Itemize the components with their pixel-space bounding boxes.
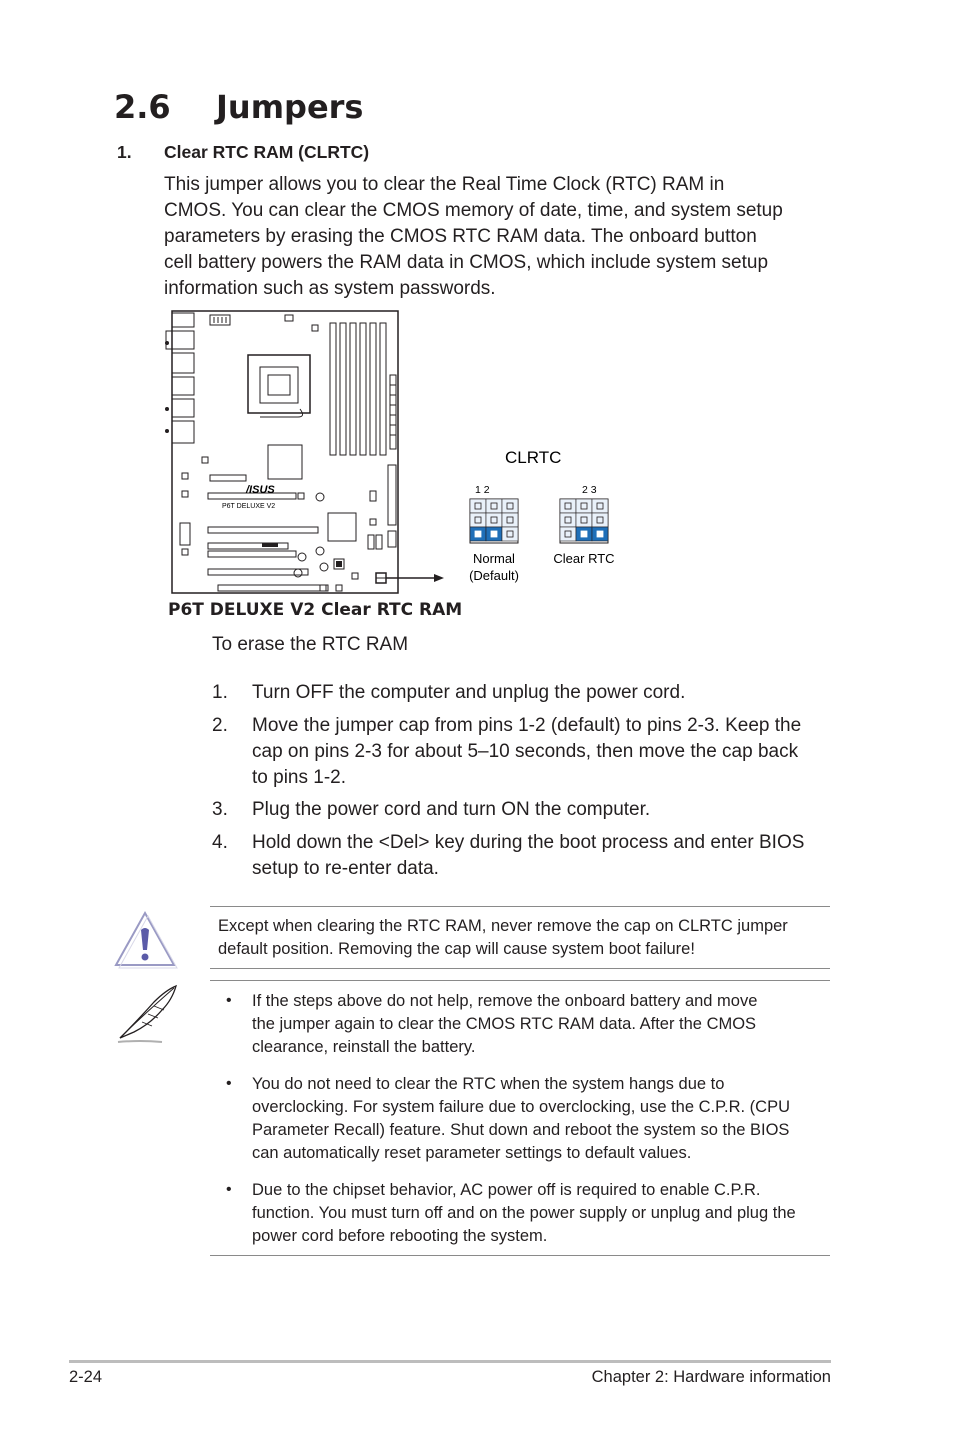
- note-line: power cord before rebooting the system.: [252, 1227, 548, 1245]
- jumper-pin: [502, 527, 518, 541]
- step-line: cap on pins 2-3 for about 5–10 seconds, then move the cap back: [252, 741, 799, 762]
- section-title: Jumpers: [216, 88, 364, 126]
- description-paragraph: [164, 172, 814, 302]
- note-item: [252, 1179, 796, 1248]
- erase-intro: To erase the RTC RAM: [212, 634, 409, 655]
- pin-square: [597, 531, 603, 537]
- warning-line: Except when clearing the RTC RAM, never remove the cap on CLRTC jumper: [218, 917, 788, 935]
- jumper-pin: [592, 499, 608, 513]
- notes-top-rule: [210, 980, 830, 981]
- bullet: •: [226, 1181, 232, 1198]
- jumper-pin: [486, 499, 502, 513]
- jumper-pin: [576, 499, 592, 513]
- clrtc-title: CLRTC: [505, 448, 562, 467]
- clear-pin-numbers: 2 3: [582, 484, 597, 496]
- pin-square: [475, 531, 481, 537]
- step-line: to pins 1-2.: [252, 767, 346, 788]
- board-label: P6T DELUXE V2: [222, 503, 276, 510]
- default-label: (Default): [469, 568, 519, 583]
- notes-bottom-rule: [210, 1255, 830, 1256]
- jumper-pin: [502, 499, 518, 513]
- note-line: Parameter Recall) feature. Shut down and reboot the system so the BIOS: [252, 1121, 790, 1139]
- pin-square: [491, 531, 497, 537]
- footer-rule: [69, 1360, 831, 1363]
- step-number: 2.: [212, 715, 228, 736]
- note-line: clearance, reinstall the battery.: [252, 1038, 476, 1056]
- diagram-caption: P6T DELUXE V2 Clear RTC RAM: [168, 600, 463, 620]
- note-item: [252, 990, 757, 1059]
- bullet: •: [226, 992, 232, 1009]
- note-line: the jumper again to clear the CMOS RTC RAM data. After the CMOS: [252, 1015, 757, 1033]
- clear-rtc-jumper-pins: [560, 499, 608, 543]
- normal-jumper-pins: [470, 499, 518, 543]
- jumper-pin: [470, 513, 486, 527]
- note-item: [252, 1073, 790, 1165]
- motherboard-diagram: [150, 305, 650, 600]
- note-line: overclocking. For system failure due to overclocking, use the C.P.R. (CPU: [252, 1098, 790, 1116]
- warning-top-rule: [210, 906, 830, 907]
- jumper-pin: [592, 513, 608, 527]
- warning-bottom-rule: [210, 968, 830, 969]
- note-line: can automatically reset parameter settings to default values.: [252, 1144, 692, 1162]
- bullet: •: [226, 1075, 232, 1092]
- warning-triangle-icon: [114, 910, 178, 970]
- normal-pin-numbers: 1 2: [475, 484, 490, 496]
- jumper-pin: [502, 513, 518, 527]
- note-line: You do not need to clear the RTC when the system hangs due to: [252, 1075, 725, 1093]
- description-line: cell battery powers the RAM data in CMOS, which include system setup: [164, 252, 769, 273]
- section-number: 2.6: [114, 88, 171, 126]
- step-number: 4.: [212, 832, 228, 853]
- step-number: 1.: [212, 682, 228, 703]
- note-line: If the steps above do not help, remove the onboard battery and move: [252, 992, 758, 1010]
- subsection-number: 1.: [117, 142, 132, 162]
- jumper-pin: [560, 499, 576, 513]
- step-line: setup to re-enter data.: [252, 858, 439, 879]
- warning-line: default position. Removing the cap will cause system boot failure!: [218, 940, 695, 958]
- page-number: 2-24: [69, 1368, 103, 1386]
- jumper-pin: [560, 527, 576, 541]
- jumper-pin: [560, 513, 576, 527]
- description-line: CMOS. You can clear the CMOS memory of date, time, and system setup: [164, 200, 783, 221]
- step-line: Turn OFF the computer and unplug the power cord.: [252, 682, 686, 703]
- note-line: Due to the chipset behavior, AC power off is required to enable C.P.R.: [252, 1181, 761, 1199]
- step-line: Hold down the <Del> key during the boot process and enter BIOS: [252, 832, 805, 853]
- jumper-pin: [470, 499, 486, 513]
- warning-text: [218, 915, 788, 961]
- clear-rtc-label: Clear RTC: [553, 551, 615, 566]
- note-line: function. You must turn off and on the power supply or unplug and plug the: [252, 1204, 796, 1222]
- description-line: parameters by erasing the CMOS RTC RAM data. The onboard button: [164, 226, 757, 247]
- normal-label: Normal: [473, 551, 515, 566]
- description-line: information such as system passwords.: [164, 278, 496, 299]
- subsection-title: Clear RTC RAM (CLRTC): [164, 142, 370, 162]
- brand-logo: /ISUS: [246, 484, 275, 496]
- jumper-pin: [486, 513, 502, 527]
- step-number: 3.: [212, 799, 228, 820]
- pin-square: [581, 531, 587, 537]
- chapter-title: Chapter 2: Hardware information: [591, 1368, 831, 1386]
- description-line: This jumper allows you to clear the Real Time Clock (RTC) RAM in: [164, 174, 725, 195]
- feather-quill-icon: [112, 982, 182, 1046]
- jumper-pin: [576, 513, 592, 527]
- step-line: Move the jumper cap from pins 1-2 (default) to pins 2-3. Keep the: [252, 715, 802, 736]
- step-line: Plug the power cord and turn ON the computer.: [252, 799, 651, 820]
